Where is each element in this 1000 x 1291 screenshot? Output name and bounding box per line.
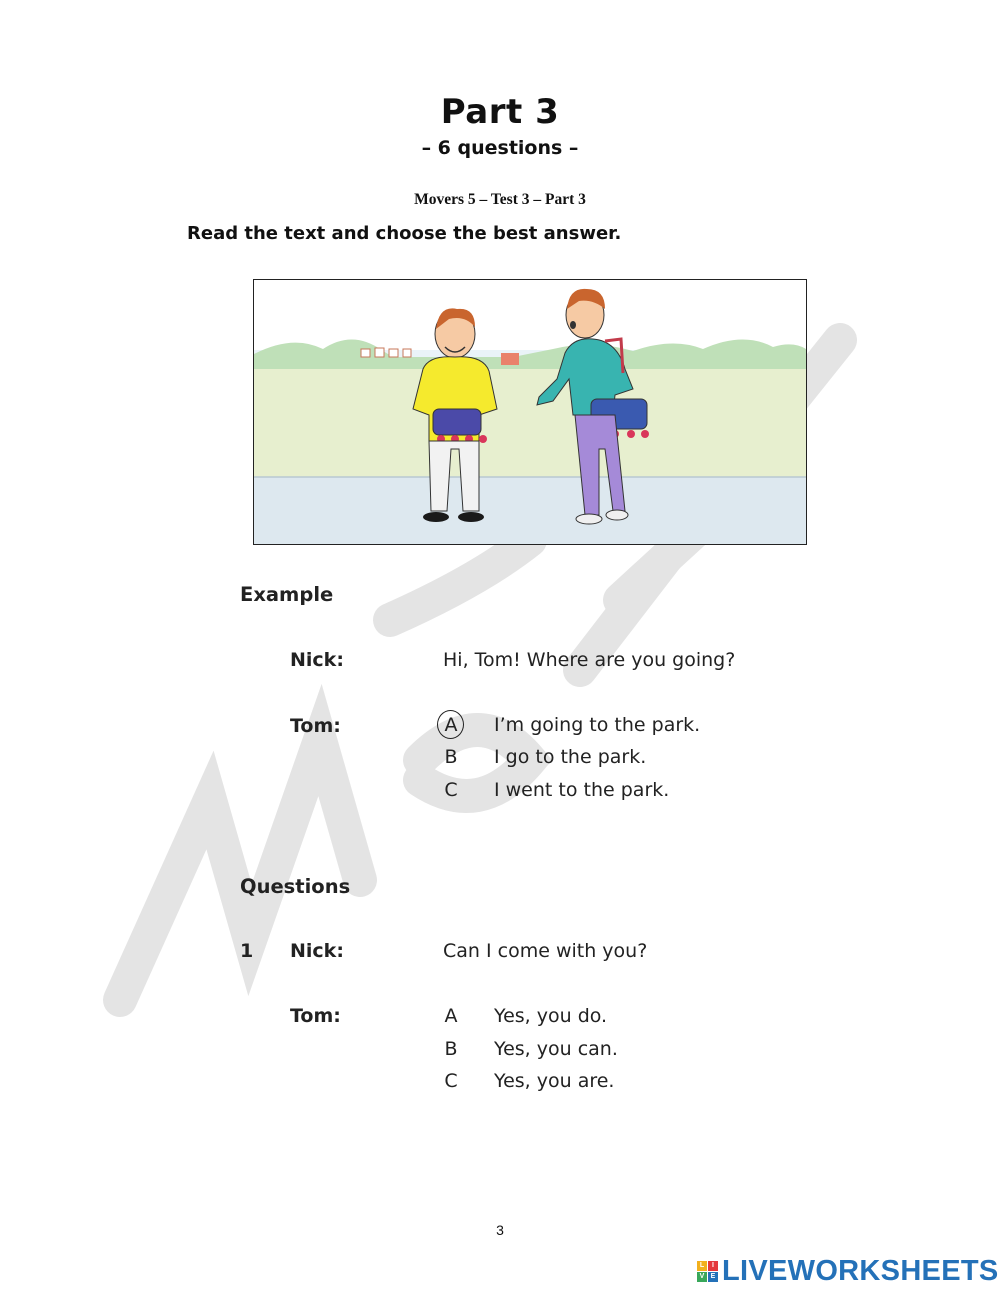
brand-name: LIVEWORKSHEETS [722,1254,999,1287]
question-option-text: Yes, you do. [494,1005,608,1027]
question-speaker-nick: Nick: [290,940,344,962]
question-option-letter[interactable]: A [444,1005,458,1027]
question-speaker-tom: Tom: [290,1005,341,1027]
example-option-letter[interactable]: A [444,714,458,736]
liveworksheets-logo [697,1255,999,1287]
question-option-letter[interactable]: C [444,1070,458,1092]
example-option-letter[interactable]: B [444,746,458,768]
example-option-text: I went to the park. [494,779,670,801]
example-prompt: Hi, Tom! Where are you going? [443,649,736,671]
question-option-text: Yes, you are. [494,1070,615,1092]
instruction-text: Read the text and choose the best answer. [187,223,622,244]
example-option-text: I go to the park. [494,746,647,768]
two-boys-with-rollerblades-illustration [253,279,807,545]
page-number: 3 [496,1222,504,1238]
page-subtitle: – 6 questions – [421,137,579,159]
test-reference: Movers 5 – Test 3 – Part 3 [414,191,586,208]
page-title: Part 3 [440,92,560,132]
question-option-letter[interactable]: B [444,1038,458,1060]
logo-blocks-icon: L I V E [697,1261,718,1282]
question-number: 1 [240,940,254,962]
example-speaker-tom: Tom: [290,715,341,737]
question-prompt: Can I come with you? [443,940,648,962]
question-option-text: Yes, you can. [494,1038,618,1060]
example-speaker-nick: Nick: [290,649,344,671]
example-option-letter[interactable]: C [444,779,458,801]
example-option-text: I’m going to the park. [494,714,701,736]
example-heading: Example [240,583,334,606]
questions-heading: Questions [240,875,351,898]
